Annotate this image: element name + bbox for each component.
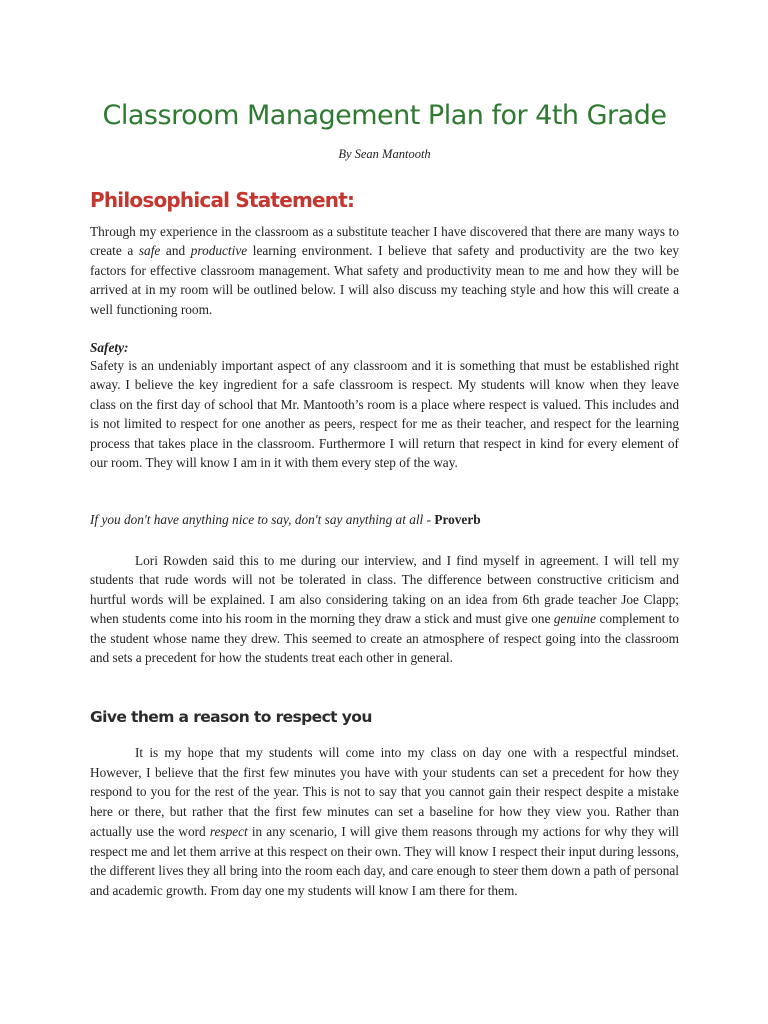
quote-source: Proverb: [434, 512, 481, 527]
quote-text: If you don't have anything nice to say, don't say anything at all: [90, 512, 424, 527]
respect-paragraph: It is my hope that my students will come into my class on day one with a respectful mindset. However, I believe that the first few minutes you have with your students can set a precedent for how they respond to you for the rest of the year. This is not to say that you cannot gain their respect despite a mistake here or there, but rather that the first few minutes can set a baseline for how they view you. Rather than actually use the word respect in any scenario, I will give them reasons through my actions for why they will respect me and let them arrive at this respect on their own. They will know I respect their input during lessons, the different lives they all bring into the room each day, and care enough to steer them down a path of personal and academic growth. From day one my students will know I am there for them.: [90, 745, 679, 898]
philosophical-statement-heading: Philosophical Statement:: [90, 188, 355, 212]
respect-heading: Give them a reason to respect you: [90, 708, 372, 726]
document-title: Classroom Management Plan for 4th Grade: [102, 100, 667, 131]
safety-paragraph: Safety is an undeniably important aspect of any classroom and it is something that must be established right away. I believe the key ingredient for a safe classroom is respect. My students will know when they leave class on the first day of school that Mr. Mantooth’s room is a place where respect is valued. This includes and is not limited to respect for one another as peers, respect for me as their teacher, and respect for the learning process that takes place in the classroom. Furthermore I will return that respect in kind for every element of our room. They will know I am in it with them every step of the way.: [90, 358, 679, 471]
document-page: [90, 0, 679, 1024]
rowden-paragraph: Lori Rowden said this to me during our interview, and I find myself in agreement. I will tell my students that rude words will not be tolerated in class. The difference between constructive criticism and hurtful words will be explained. I am also considering taking on an idea from 6th grade teacher Joe Clapp; when students come into his room in the morning they draw a stick and must give one genuine complement to the student whose name they drew. This seemed to create an atmosphere of respect going into the classroom and sets a precedent for how the students treat each other in general.: [90, 553, 680, 666]
author-byline: By Sean Mantooth: [338, 147, 431, 161]
proverb-quote: If you don't have anything nice to say, don't say anything at all - Proverb: [90, 512, 481, 527]
intro-paragraph: Through my experience in the classroom as a substitute teacher I have discovered that there are many ways to create a safe and productive learning environment. I believe that safety and productivity are the two key factors for effective classroom management. What safety and productivity mean to me and how they will be arrived at in my room will be outlined below. I will also discuss my teaching style and how this will create a well functioning room.: [90, 224, 679, 317]
safety-heading: Safety:: [90, 340, 129, 355]
